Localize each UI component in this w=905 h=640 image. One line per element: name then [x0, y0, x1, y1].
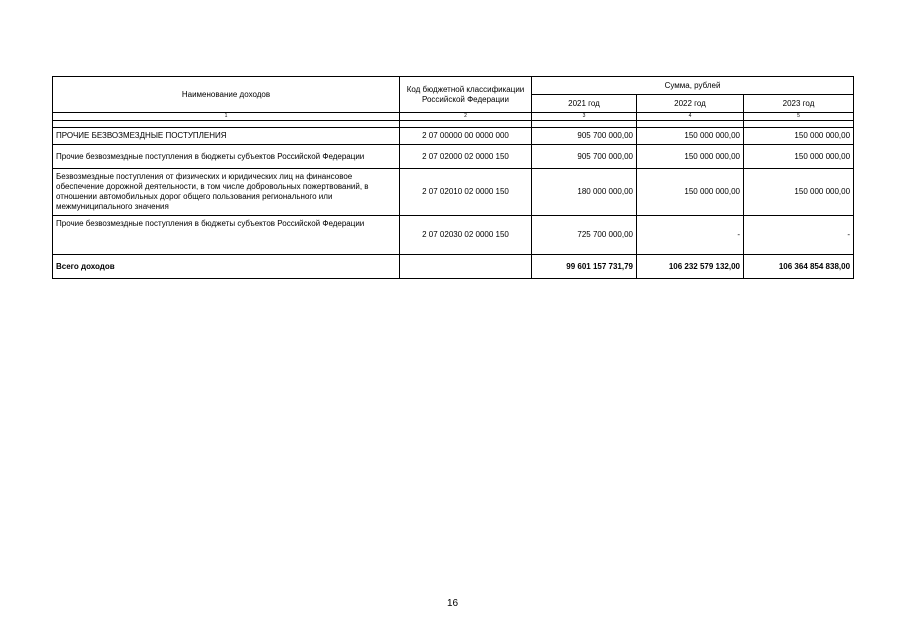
table-row [53, 145, 854, 169]
total-value-2021: 99 601 157 731,79 [532, 255, 637, 279]
total-label: Всего доходов [53, 255, 400, 279]
column-number-row [53, 113, 854, 121]
row-value-2021: 725 700 000,00 [532, 216, 637, 255]
row-value-2021: 180 000 000,00 [532, 169, 637, 216]
row-value-2022: 150 000 000,00 [637, 128, 744, 145]
total-code [400, 255, 532, 279]
header-name-column: Наименование доходов [53, 77, 400, 113]
row-value-2023: - [744, 216, 854, 255]
row-value-2022: 150 000 000,00 [637, 145, 744, 169]
row-value-2023: 150 000 000,00 [744, 169, 854, 216]
row-value-2022: 150 000 000,00 [637, 169, 744, 216]
header-code-column: Код бюджетной классификации Российской Федерации [400, 77, 532, 113]
row-name: ПРОЧИЕ БЕЗВОЗМЕЗДНЫЕ ПОСТУПЛЕНИЯ [53, 128, 400, 145]
page-number: 16 [446, 598, 459, 609]
column-number: 2 [400, 113, 532, 121]
table-header-row [53, 77, 854, 95]
row-code: 2 07 00000 00 0000 000 [400, 128, 532, 145]
column-number: 3 [532, 113, 637, 121]
table-row [53, 169, 854, 216]
total-value-2023: 106 364 854 838,00 [744, 255, 854, 279]
column-number: 1 [53, 113, 400, 121]
row-name: Прочие безвозмездные поступления в бюджеты субъектов Российской Федерации [53, 145, 400, 169]
row-value-2022: - [637, 216, 744, 255]
blank-row [53, 121, 854, 128]
total-row [53, 255, 854, 279]
row-value-2021: 905 700 000,00 [532, 145, 637, 169]
total-value-2022: 106 232 579 132,00 [637, 255, 744, 279]
table-row [53, 216, 854, 255]
table-row [53, 128, 854, 145]
column-number: 4 [637, 113, 744, 121]
row-name: Прочие безвозмездные поступления в бюджеты субъектов Российской Федерации [53, 216, 400, 255]
header-sum-group: Сумма, рублей [532, 77, 854, 95]
header-year-2022: 2022 год [637, 95, 744, 113]
header-year-2021: 2021 год [532, 95, 637, 113]
header-year-2023: 2023 год [744, 95, 854, 113]
row-name: Безвозмездные поступления от физических и юридических лиц на финансовое обеспечение дорожной деятельности, в том числе добровольных пожертвований, в отношении автомобильных дорог общего пользования регионального или межмуниципального значения [53, 169, 400, 216]
income-table [52, 76, 854, 279]
row-value-2023: 150 000 000,00 [744, 128, 854, 145]
row-value-2023: 150 000 000,00 [744, 145, 854, 169]
column-number: 5 [744, 113, 854, 121]
row-code: 2 07 02000 02 0000 150 [400, 145, 532, 169]
row-code: 2 07 02010 02 0000 150 [400, 169, 532, 216]
row-code: 2 07 02030 02 0000 150 [400, 216, 532, 255]
row-value-2021: 905 700 000,00 [532, 128, 637, 145]
